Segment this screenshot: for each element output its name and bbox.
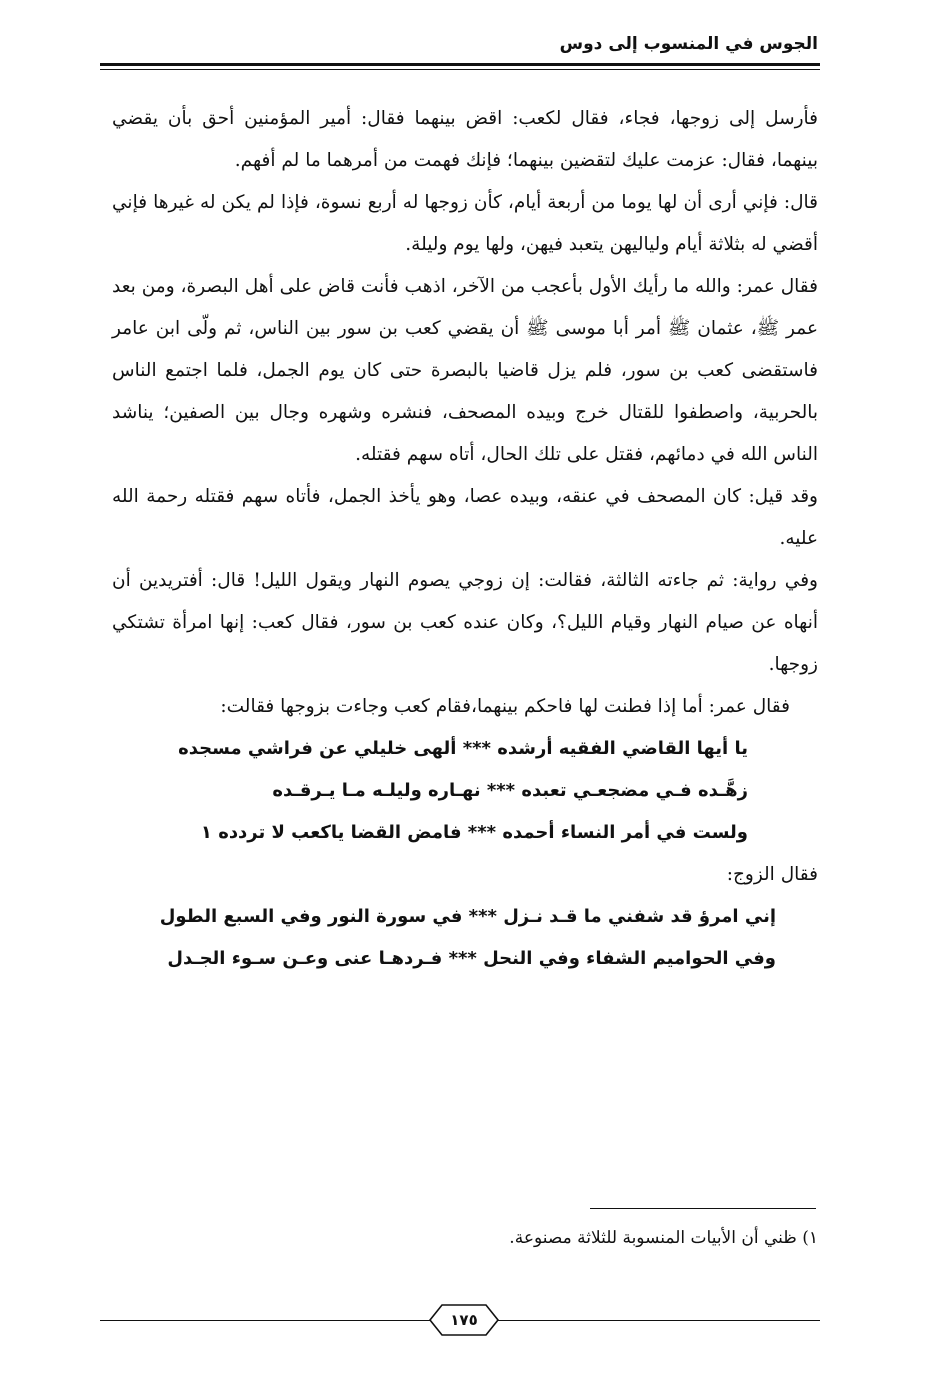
main-text [112,98,818,980]
header-rule-thin [100,69,820,70]
paragraph: فقال عمر: والله ما رأيك الأول بأعجب من الآخر، اذهب فأنت قاض على أهل البصرة، ومن بعد عمر ﷺ، عثمان ﷺ أمر أبا موسى ﷺ أن يقضي كعب بن سور بين الناس، ثم ولّى ابن عامر فاستقضى كعب بن سور، فلم يزل قاضيا بالبصرة حتى كان يوم الجمل، فلما اجتمع الناس بالحربية، واصطفوا للقتال خرج وبيده المصحف، فنشره وشهره وجال بين الصفين؛ يناشد الناس الله في دمائهم، فقتل على تلك الحال، أتاه سهم فقتله. [112,276,818,465]
footnote: ١) ظني أن الأبيات المنسوبة للثلاثة مصنوعة. [509,1228,818,1248]
running-title: الجوس في المنسوب إلى دوس [559,34,818,54]
paragraph: قال: فإني أرى أن لها يوما من أربعة أيام، كأن زوجها له أربع نسوة، فإذا لم يكن له غيرها فإني أقضي له بثلاثة أيام ولياليهن يتعبد فيهن، ولها يوم وليلة. [112,192,818,255]
footer-rule-right [498,1320,820,1321]
header-rule-thick [100,63,820,66]
wife-verses [112,728,818,854]
verse-line: إني امرؤ قد شفني ما قـد نـزل *** في سورة النور وفي السبع الطول [159,906,776,927]
verse-line: وفي الحواميم الشفاء وفي النحل *** فـردهـا عنى وعـن سـوء الجـدل [167,948,776,969]
verse-line: ولست في أمر النساء أحمده *** فامض القضا ياكعب لا تردده ١ [200,822,748,843]
husband-verses [112,896,818,980]
paragraph: فأرسل إلى زوجها، فجاء، فقال لكعب: اقض بينهما فقال: أمير المؤمنين أحق بأن يقضي بينهما، فقال: عزمت عليك لتقضين بينهما؛ فإنك فهمت من أمرهما ما لم أفهم. [112,108,818,171]
verse-line: زهَّـده فـي مضجعـي تعبده *** نهـاره وليلـه مـا يـرقـده [272,780,748,801]
verse-line: يا أيها القاضي الفقيه أرشده *** ألهى خليلي عن فراشي مسجده [178,738,748,759]
husband-intro: فقال الزوج: [726,864,818,885]
footer-rule-left [100,1320,430,1321]
verse-intro-line: فقال عمر: أما إذا فطنت لها فاحكم بينهما،فقام كعب وجاءت بزوجها فقالت: [220,696,790,717]
page-number-frame [428,1303,500,1337]
paragraph: وقد قيل: كان المصحف في عنقه، وبيده عصا، وهو يأخذ الجمل، فأتاه سهم فقتله رحمة الله عليه. [112,486,818,549]
paragraph: وفي رواية: ثم جاءته الثالثة، فقالت: إن زوجي يصوم النهار ويقول الليل! قال: أفتريدين أن أنهاه عن صيام النهار وقيام الليل؟، وكان عنده كعب بن سور، فقال كعب: إنها امرأة تشتكي زوجها. [112,570,818,675]
page-number: ١٧٥ [450,1311,478,1329]
footnote-separator [590,1208,816,1209]
